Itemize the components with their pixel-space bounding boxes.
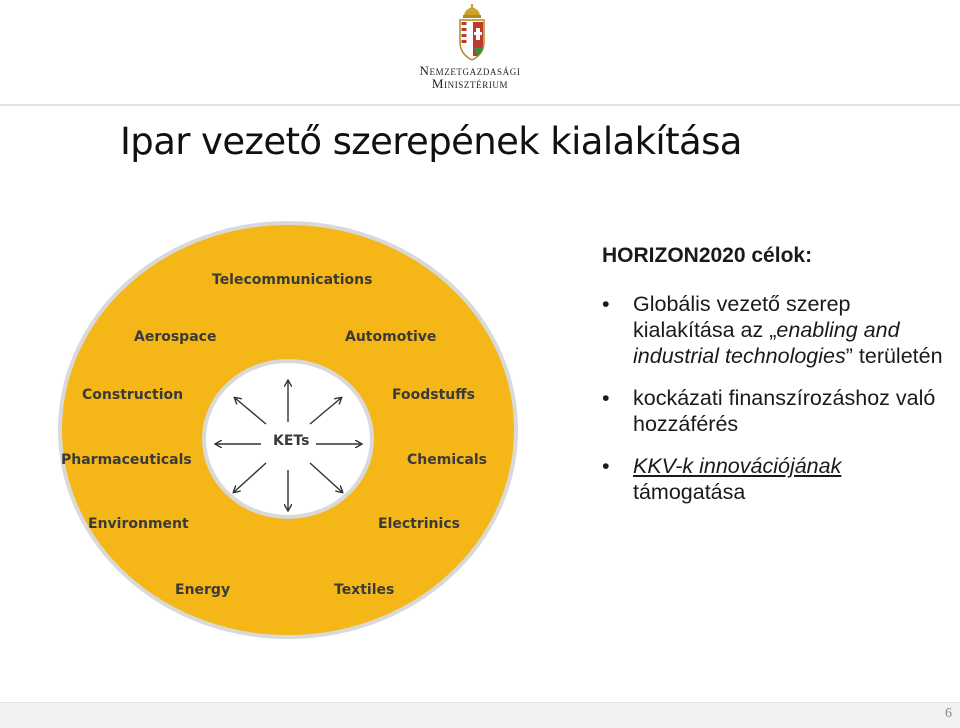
bullet-icon: • bbox=[602, 386, 610, 410]
sector-pharmaceuticals: Pharmaceuticals bbox=[61, 452, 192, 468]
page-number: 6 bbox=[945, 706, 952, 721]
goal-3-text: támogatása bbox=[633, 480, 746, 504]
goals-title bbox=[602, 244, 812, 268]
sector-chemicals: Chemicals bbox=[407, 452, 488, 468]
sector-telecommunications: Telecommunications bbox=[212, 272, 373, 288]
ministry-name bbox=[405, 64, 535, 90]
sector-aerospace: Aerospace bbox=[134, 329, 217, 345]
goal-item-global-leadership bbox=[602, 291, 952, 369]
goal-item-sme-innovation bbox=[602, 453, 952, 505]
bullet-icon: • bbox=[602, 292, 610, 316]
bullet-icon: • bbox=[602, 454, 610, 478]
goal-2-text: kockázati finanszírozáshoz való hozzáférés bbox=[633, 386, 936, 436]
sector-construction: Construction bbox=[82, 387, 184, 403]
goal-item-risk-finance bbox=[602, 385, 952, 437]
page-title: Ipar vezető szerepének kialakítása bbox=[120, 120, 742, 163]
sector-energy: Energy bbox=[175, 582, 231, 598]
goal-3-underlined: KKV-k innovációjának bbox=[633, 454, 842, 478]
sector-electrinics: Electrinics bbox=[378, 516, 460, 532]
sector-automotive: Automotive bbox=[345, 329, 437, 345]
coat-of-arms-icon bbox=[455, 4, 489, 64]
kets-diagram bbox=[48, 220, 528, 640]
goal-1-text-end: ” területén bbox=[845, 344, 943, 368]
sector-environment: Environment bbox=[88, 516, 189, 532]
footer-bar bbox=[0, 702, 960, 728]
goals-title-text: HORIZON2020 célok: bbox=[602, 244, 813, 267]
ministry-name-line1: Nemzetgazdasági bbox=[419, 63, 521, 78]
goal-1-italic: enabling and industrial technologies bbox=[633, 318, 900, 368]
ministry-name-line2: Minisztérium bbox=[431, 76, 509, 91]
sector-foodstuffs: Foodstuffs bbox=[392, 387, 475, 403]
sector-textiles: Textiles bbox=[334, 582, 395, 598]
goal-1-text: Globális vezető szerep kialakítása az „ bbox=[633, 292, 851, 342]
kets-center-label: KETs bbox=[273, 433, 310, 449]
goals-list bbox=[602, 291, 952, 521]
header-divider bbox=[0, 104, 960, 106]
header bbox=[0, 0, 960, 104]
